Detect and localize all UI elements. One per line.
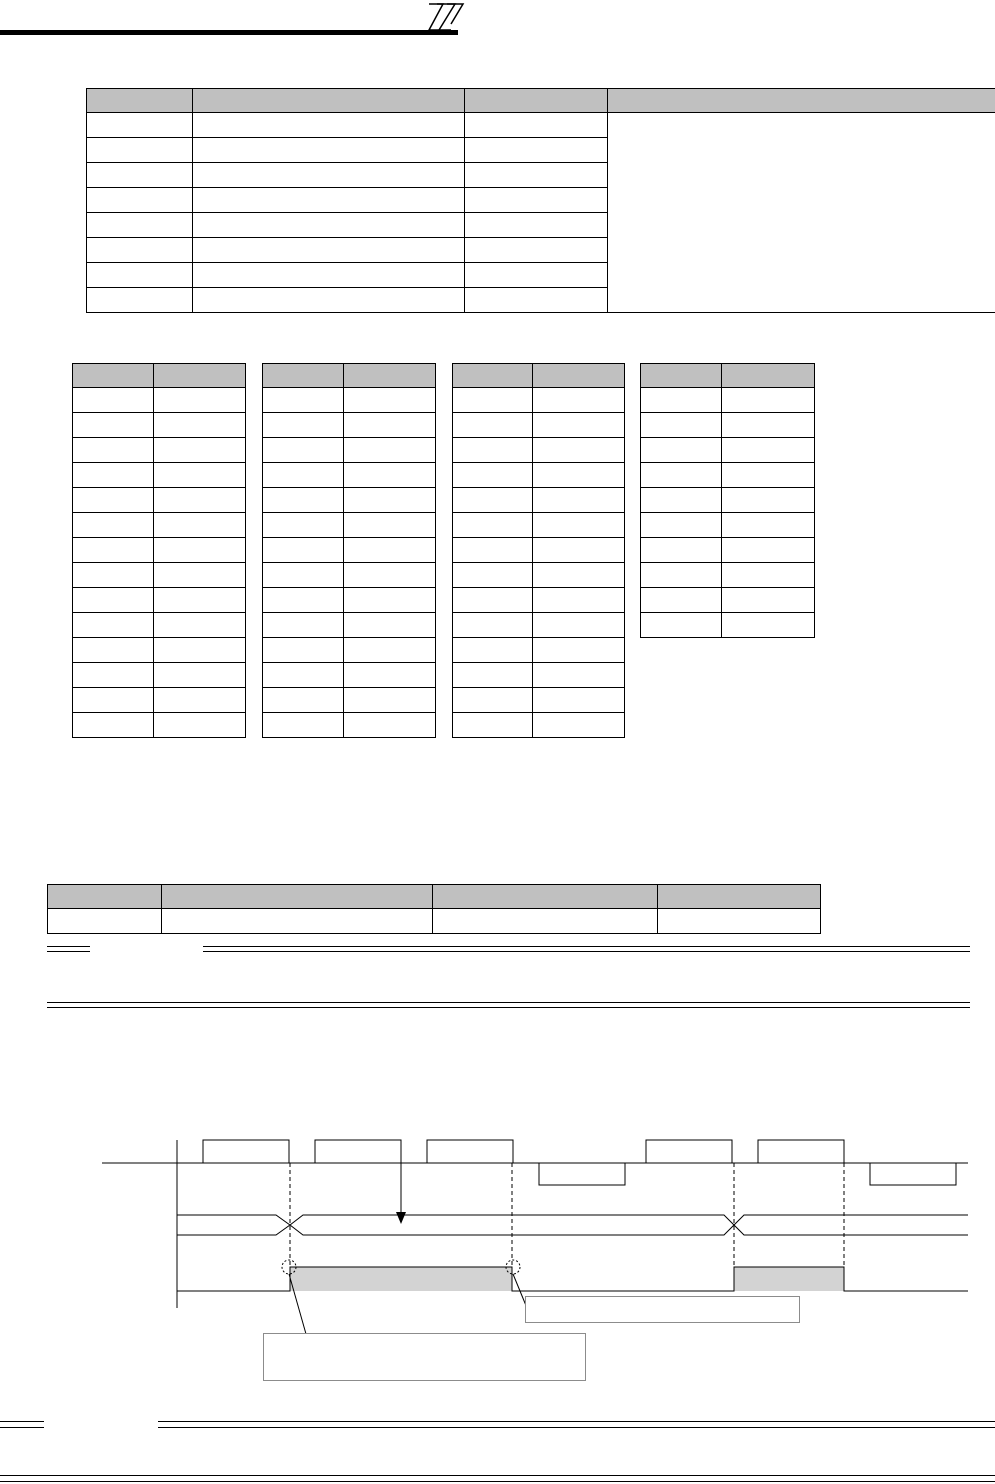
table-cell xyxy=(344,413,436,438)
table-cell xyxy=(73,713,154,738)
table-cell xyxy=(453,488,533,513)
table-cell xyxy=(73,638,154,663)
table-cell xyxy=(87,238,193,263)
table-row xyxy=(641,588,815,613)
table-cell xyxy=(263,513,344,538)
table-cell xyxy=(263,613,344,638)
table-cell xyxy=(344,563,436,588)
callout-box-left xyxy=(263,1333,586,1381)
table-header-cell xyxy=(658,885,821,909)
table-cell xyxy=(154,413,246,438)
table-cell xyxy=(73,513,154,538)
table-cell xyxy=(263,688,344,713)
table-cell xyxy=(344,613,436,638)
table-header-row xyxy=(87,89,995,113)
table-cell xyxy=(533,413,625,438)
table-row xyxy=(453,538,625,563)
table-row xyxy=(641,538,815,563)
data-bus-signal xyxy=(177,1215,968,1235)
table-cell xyxy=(193,213,465,238)
table-row xyxy=(453,688,625,713)
table-cell xyxy=(722,563,815,588)
table-header-row xyxy=(73,364,246,388)
lookup-table xyxy=(452,363,625,738)
table-cell xyxy=(154,538,246,563)
table-cell xyxy=(87,113,193,138)
table-cell xyxy=(533,588,625,613)
table-cell xyxy=(87,163,193,188)
table-cell xyxy=(344,588,436,613)
table-header-row xyxy=(263,364,436,388)
table-cell xyxy=(73,388,154,413)
table-row xyxy=(73,713,246,738)
table-cell xyxy=(641,463,722,488)
pulse-box xyxy=(427,1140,513,1163)
table-header-cell xyxy=(87,89,193,113)
table-row xyxy=(263,463,436,488)
table-row xyxy=(263,438,436,463)
table-cell xyxy=(73,588,154,613)
table-cell xyxy=(154,588,246,613)
table-cell xyxy=(48,909,162,934)
table-cell xyxy=(263,538,344,563)
table-header-cell xyxy=(722,364,815,388)
table-row xyxy=(641,388,815,413)
table-header-cell xyxy=(73,364,154,388)
table-header-cell xyxy=(48,885,162,909)
table-header-row xyxy=(641,364,815,388)
table-row xyxy=(73,588,246,613)
table-cell xyxy=(533,613,625,638)
table-cell xyxy=(722,438,815,463)
table-row xyxy=(48,909,821,934)
table-cell xyxy=(263,413,344,438)
table-row xyxy=(263,663,436,688)
table-cell xyxy=(344,513,436,538)
table-cell xyxy=(344,713,436,738)
table-header-cell xyxy=(641,364,722,388)
table-header-row xyxy=(453,364,625,388)
table-cell xyxy=(465,163,608,188)
table-cell xyxy=(722,388,815,413)
table-cell xyxy=(344,388,436,413)
table-cell xyxy=(154,713,246,738)
table-cell xyxy=(453,463,533,488)
callout-box-right xyxy=(525,1296,800,1323)
table-row xyxy=(641,413,815,438)
table-cell xyxy=(263,563,344,588)
table-cell xyxy=(154,638,246,663)
table-cell xyxy=(533,688,625,713)
table-cell xyxy=(263,588,344,613)
setting-table xyxy=(47,884,821,934)
table-row xyxy=(73,613,246,638)
table-row xyxy=(453,563,625,588)
table-row xyxy=(73,438,246,463)
table-cell xyxy=(533,438,625,463)
table-row xyxy=(73,663,246,688)
parameter-table xyxy=(86,88,995,313)
table-cell xyxy=(533,463,625,488)
table-cell xyxy=(263,713,344,738)
merged-description-cell xyxy=(608,113,995,313)
table-cell xyxy=(453,438,533,463)
table-row xyxy=(453,413,625,438)
table-row xyxy=(641,438,815,463)
table-cell xyxy=(263,463,344,488)
table-row xyxy=(263,513,436,538)
table-row xyxy=(263,488,436,513)
table-cell xyxy=(73,563,154,588)
chapter-tab-icon xyxy=(425,0,465,34)
table-cell xyxy=(263,638,344,663)
table-cell xyxy=(73,488,154,513)
table-cell xyxy=(658,909,821,934)
table-cell xyxy=(722,613,815,638)
table-cell xyxy=(193,263,465,288)
table-row xyxy=(73,538,246,563)
table-row xyxy=(73,688,246,713)
table-cell xyxy=(453,538,533,563)
table-cell xyxy=(73,613,154,638)
table-row xyxy=(453,613,625,638)
table-row xyxy=(263,563,436,588)
table-cell xyxy=(193,188,465,213)
table-row xyxy=(73,463,246,488)
table-cell xyxy=(154,438,246,463)
table-cell xyxy=(162,909,433,934)
table-cell xyxy=(344,438,436,463)
table-header-cell xyxy=(263,364,344,388)
table-cell xyxy=(641,588,722,613)
table-cell xyxy=(193,238,465,263)
table-cell xyxy=(453,563,533,588)
table-cell xyxy=(453,638,533,663)
table-row xyxy=(453,463,625,488)
table-cell xyxy=(344,463,436,488)
table-row xyxy=(263,588,436,613)
table-cell xyxy=(533,388,625,413)
table-cell xyxy=(465,288,608,313)
lookup-table xyxy=(72,363,246,738)
table-cell xyxy=(87,263,193,288)
table-cell xyxy=(193,113,465,138)
table-cell xyxy=(533,713,625,738)
table-cell xyxy=(465,263,608,288)
table-row xyxy=(73,488,246,513)
table-cell xyxy=(533,538,625,563)
table-cell xyxy=(453,588,533,613)
table-cell xyxy=(641,438,722,463)
table-header-cell xyxy=(608,89,995,113)
table-cell xyxy=(722,488,815,513)
table-cell xyxy=(722,513,815,538)
table-header-cell xyxy=(453,364,533,388)
table-cell xyxy=(641,413,722,438)
table-cell xyxy=(465,113,608,138)
table-cell xyxy=(73,663,154,688)
pulse-box xyxy=(315,1140,401,1163)
pulse-box xyxy=(646,1140,732,1163)
table-cell xyxy=(722,588,815,613)
table-cell xyxy=(722,413,815,438)
table-cell xyxy=(453,388,533,413)
table-cell xyxy=(533,663,625,688)
table-cell xyxy=(533,488,625,513)
table-cell xyxy=(465,238,608,263)
table-row xyxy=(73,563,246,588)
table-row xyxy=(73,638,246,663)
table-row xyxy=(73,413,246,438)
table-cell xyxy=(533,563,625,588)
table-cell xyxy=(73,538,154,563)
pulse-box xyxy=(758,1140,844,1163)
table-row xyxy=(453,713,625,738)
table-cell xyxy=(154,563,246,588)
table-cell xyxy=(465,213,608,238)
table-cell xyxy=(453,663,533,688)
table-row xyxy=(641,513,815,538)
table-cell xyxy=(73,413,154,438)
table-cell xyxy=(154,488,246,513)
active-interval xyxy=(734,1267,844,1291)
table-row xyxy=(641,563,815,588)
table-row xyxy=(263,638,436,663)
table-cell xyxy=(641,538,722,563)
table-row xyxy=(263,413,436,438)
pulse-box xyxy=(203,1140,289,1163)
table-row xyxy=(453,488,625,513)
table-header-cell xyxy=(162,885,433,909)
table-cell xyxy=(154,663,246,688)
table-row xyxy=(641,613,815,638)
table-cell xyxy=(87,138,193,163)
pulse-box xyxy=(870,1163,956,1185)
table-cell xyxy=(641,613,722,638)
table-header-cell xyxy=(154,364,246,388)
table-cell xyxy=(263,438,344,463)
table-cell xyxy=(154,613,246,638)
table-row xyxy=(263,388,436,413)
table-header-cell xyxy=(533,364,625,388)
table-cell xyxy=(453,713,533,738)
table-row xyxy=(87,113,995,138)
table-cell xyxy=(641,513,722,538)
arrow-icon xyxy=(396,1212,406,1224)
table-cell xyxy=(344,488,436,513)
table-header-row xyxy=(48,885,821,909)
table-cell xyxy=(453,613,533,638)
table-row xyxy=(453,638,625,663)
table-cell xyxy=(87,213,193,238)
table-row xyxy=(641,463,815,488)
table-cell xyxy=(193,138,465,163)
table-cell xyxy=(73,438,154,463)
table-cell xyxy=(87,188,193,213)
table-row xyxy=(453,438,625,463)
table-cell xyxy=(154,688,246,713)
table-row xyxy=(641,488,815,513)
table-cell xyxy=(344,638,436,663)
table-cell xyxy=(87,288,193,313)
table-cell xyxy=(641,388,722,413)
table-row xyxy=(263,713,436,738)
table-cell xyxy=(465,188,608,213)
table-header-cell xyxy=(465,89,608,113)
table-cell xyxy=(73,688,154,713)
table-cell xyxy=(453,513,533,538)
table-cell xyxy=(344,663,436,688)
table-row xyxy=(453,588,625,613)
table-cell xyxy=(193,163,465,188)
table-header-cell xyxy=(193,89,465,113)
table-cell xyxy=(533,513,625,538)
table-cell xyxy=(722,538,815,563)
table-cell xyxy=(263,663,344,688)
table-row xyxy=(73,388,246,413)
page-header-rule xyxy=(0,30,458,35)
table-cell xyxy=(154,463,246,488)
table-header-cell xyxy=(433,885,658,909)
table-cell xyxy=(263,488,344,513)
table-row xyxy=(453,513,625,538)
table-cell xyxy=(641,488,722,513)
table-cell xyxy=(533,638,625,663)
table-row xyxy=(453,663,625,688)
pulse-box xyxy=(539,1163,625,1185)
table-cell xyxy=(453,413,533,438)
active-interval xyxy=(290,1267,512,1291)
table-cell xyxy=(193,288,465,313)
table-cell xyxy=(433,909,658,934)
lookup-table xyxy=(640,363,815,638)
table-cell xyxy=(154,513,246,538)
table-row xyxy=(453,388,625,413)
table-cell xyxy=(73,463,154,488)
lookup-table xyxy=(262,363,436,738)
table-row xyxy=(263,613,436,638)
table-cell xyxy=(344,688,436,713)
table-cell xyxy=(453,688,533,713)
table-header-cell xyxy=(344,364,436,388)
table-cell xyxy=(154,388,246,413)
table-row xyxy=(73,513,246,538)
table-cell xyxy=(465,138,608,163)
table-row xyxy=(263,688,436,713)
table-cell xyxy=(344,538,436,563)
table-cell xyxy=(263,388,344,413)
table-row xyxy=(263,538,436,563)
table-cell xyxy=(722,463,815,488)
table-cell xyxy=(641,563,722,588)
